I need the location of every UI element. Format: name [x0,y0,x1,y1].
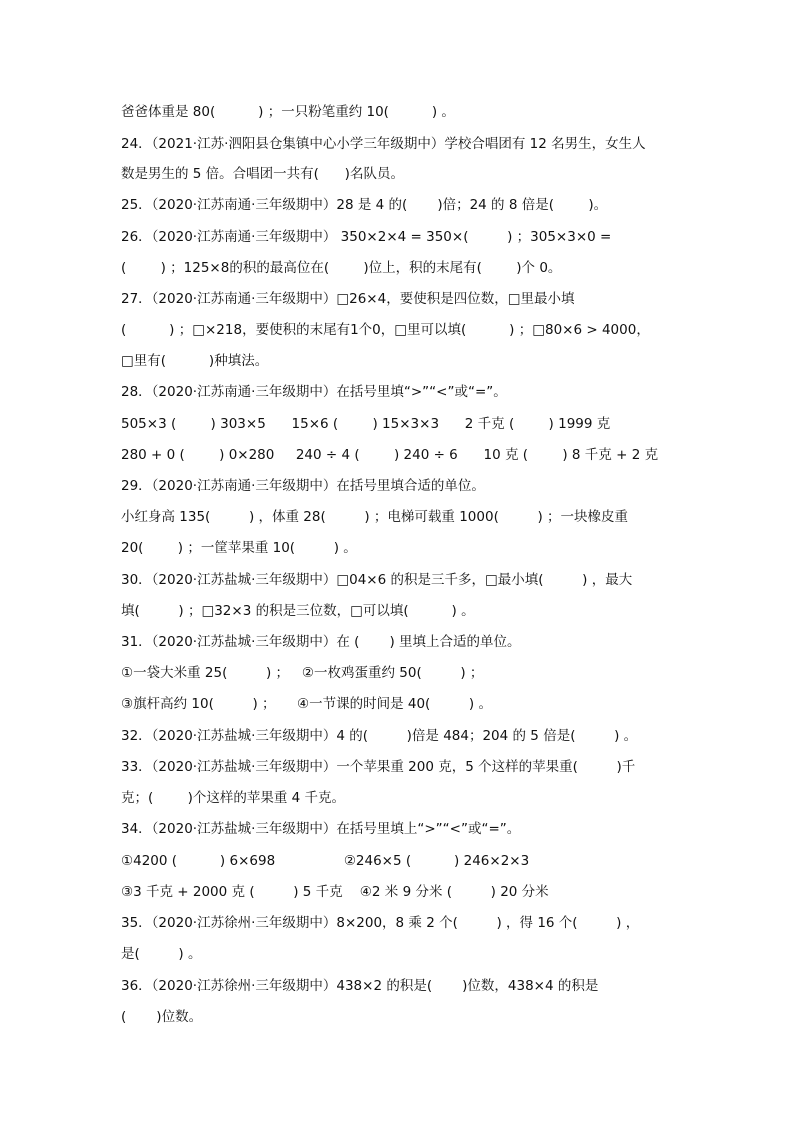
text-line: □里有( )种填法。 [121,353,269,369]
text-line: ①一袋大米重 25( ) ； ②一枚鸡蛋重约 50( ) ； [121,665,484,681]
text-line: ③旗杆高约 10( ) ； ④一节课的时间是 40( ) 。 [121,696,492,712]
text-line: 33．（2020·江苏盐城·三年级期中）一个苹果重 200 克，5 个这样的苹果重( )千 [121,759,636,775]
text-line: ( )位数。 [121,1009,203,1025]
text-line: 32．（2020·江苏盐城·三年级期中）4 的( )倍是 484；204 的 5 倍是( ) 。 [121,728,638,744]
text-line: 25．（2020·江苏南通·三年级期中）28 是 4 的( )倍；24 的 8 倍是( )。 [121,197,608,213]
text-line: 505×3 ( ) 303×5 15×6 ( ) 15×3×3 2 千克 ( ) 1999 克 [121,416,611,432]
text-line: ( ) ；125×8的积的最高位在( )位上，积的末尾有( )个 0。 [121,260,562,276]
text-line: 爸爸体重是 80( ) ；一只粉笔重约 10( ) 。 [121,104,455,120]
text-line: ①4200 ( ) 6×698 ②246×5 ( ) 246×2×3 [121,853,530,869]
text-line: 280 + 0 ( ) 0×280 240 ÷ 4 ( ) 240 ÷ 6 10 克 ( ) 8 千克 + 2 克 [121,447,659,463]
text-line: 36．（2020·江苏徐州·三年级期中）438×2 的积是( )位数，438×4 的积是 [121,978,599,994]
text-line: 29．（2020·江苏南通·三年级期中）在括号里填合适的单位。 [121,478,485,494]
text-line: 27．（2020·江苏南通·三年级期中）□26×4，要使积是四位数，□里最小填 [121,291,575,307]
text-line: 是( ) 。 [121,946,202,962]
text-line: 小红身高 135( ) ，体重 28( ) ；电梯可载重 1000( ) ；一块橡皮重 [121,509,629,525]
text-line: 26．（2020·江苏南通·三年级期中） 350×2×4 = 350×( ) ；305×3×0 = [121,229,612,245]
text-line: 30．（2020·江苏盐城·三年级期中）□04×6 的积是三千多，□最小填( ) ，最大 [121,572,633,588]
text-line: 24．（2021·江苏·泗阳县仓集镇中心小学三年级期中）学校合唱团有 12 名男生，女生人 [121,136,646,152]
text-line: ( ) ；□×218，要使积的末尾有1个0，□里可以填( ) ；□80×6 > 4000， [121,322,650,338]
text-line: 填( ) ；□32×3 的积是三位数，□可以填( ) 。 [121,603,475,619]
text-line: 31．（2020·江苏盐城·三年级期中）在 ( ) 里填上合适的单位。 [121,634,521,650]
text-line: 20( ) ；一筐苹果重 10( ) 。 [121,540,357,556]
text-line: 35．（2020·江苏徐州·三年级期中）8×200，8 乘 2 个( ) ，得 16 个( ) ， [121,915,640,931]
text-line: ③3 千克 + 2000 克 ( ) 5 千克 ④2 米 9 分米 ( ) 20 分米 [121,884,549,900]
text-line: 克；( )个这样的苹果重 4 千克。 [121,790,346,806]
text-line: 28．（2020·江苏南通·三年级期中）在括号里填“>”“<”或“=”。 [121,384,507,400]
text-line: 数是男生的 5 倍。合唱团一共有( )名队员。 [121,166,404,182]
text-line: 34．（2020·江苏盐城·三年级期中）在括号里填上“>”“<”或“=”。 [121,821,521,837]
